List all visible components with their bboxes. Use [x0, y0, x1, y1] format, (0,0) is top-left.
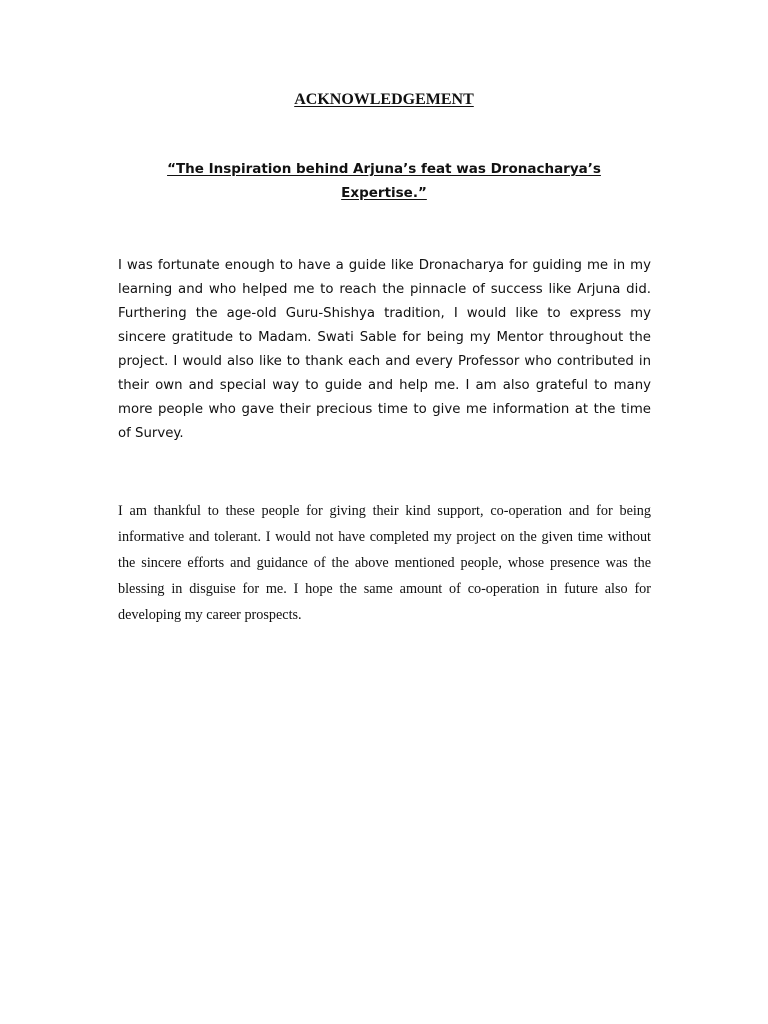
acknowledgement-paragraph-1: I was fortunate enough to have a guide like Dronacharya for guiding me in my learning and who helped me to reach the pinnacle of success like Arjuna did. Furthering the age-old Guru-Shishya tradition, I would like to express my sincere gratitude to Madam. Swati Sable for being my Mentor throughout the project. I would also like to thank each and every Professor who contributed in their own and special way to guide and help me. I am also grateful to many more people who gave their precious time to give me information at the time of Survey.: [118, 258, 651, 441]
acknowledgement-paragraph-2: I am thankful to these people for giving their kind support, co-operation and for being informative and tolerant. I would not have completed my project on the given time without the sincere efforts and guidance of the above mentioned people, whose presence was the blessing in disguise for me. I hope the same amount of co-operation in future also for developing my career prospects.: [118, 503, 651, 623]
epigraph-quote: “The Inspiration behind Arjuna’s feat was Dronacharya’s Expertise.”: [167, 161, 601, 201]
page-title: ACKNOWLEDGEMENT: [294, 91, 474, 108]
